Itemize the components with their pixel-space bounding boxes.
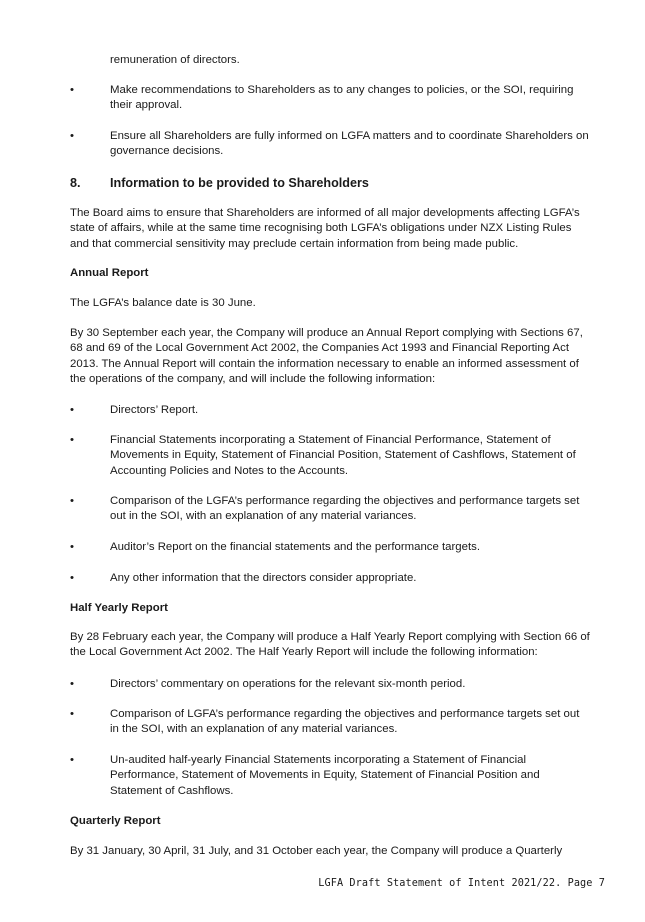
bullet-icon: • (70, 678, 74, 690)
bullet-icon: • (70, 84, 74, 96)
list-item (70, 494, 590, 525)
bullet-icon: • (70, 572, 74, 584)
list-item-text: Make recommendations to Shareholders as to any changes to policies, or the SOI, requiring their approval. (110, 84, 574, 112)
list-item-text: Directors’ commentary on operations for the relevant six-month period. (110, 678, 466, 690)
bullet-icon: • (70, 495, 74, 507)
balance-date-text: The LGFA’s balance date is 30 June. (70, 297, 256, 309)
section-number: 8. (70, 176, 81, 190)
list-item (70, 753, 590, 799)
list-item-text: Any other information that the directors consider appropriate. (110, 572, 417, 584)
list-item (70, 129, 590, 160)
list-item (70, 677, 590, 692)
list-item-text: Comparison of the LGFA’s performance regarding the objectives and performance targets set out in the SOI, with an explanation of any material variances. (110, 495, 580, 523)
list-item (70, 83, 590, 114)
bullet-icon: • (70, 541, 74, 553)
list-item-text: Un-audited half-yearly Financial Statements incorporating a Statement of Financial Performance, Statement of Movements in Equity, Statement of Financial Position and Statement of Cashflows. (110, 754, 540, 797)
list-item (70, 571, 590, 586)
list-item-text: Financial Statements incorporating a Statement of Financial Performance, Statement of Movements in Equity, Statement of Financial Position, Statement of Cashflows, Statement of Accounting Policies and Notes to the Accounts. (110, 434, 576, 477)
list-item (70, 433, 590, 479)
bullet-icon: • (70, 404, 74, 416)
quarterly-paragraph: By 31 January, 30 April, 31 July, and 31 October each year, the Company will produce a Quarterly (70, 845, 563, 857)
continuation-text: remuneration of directors. (110, 54, 240, 66)
list-item-text: Ensure all Shareholders are fully informed on LGFA matters and to coordinate Shareholders on governance decisions. (110, 130, 589, 158)
bullet-icon: • (70, 130, 74, 142)
annual-report-paragraph: By 30 September each year, the Company will produce an Annual Report complying with Sections 67, 68 and 69 of the Local Government Act 2002, the Companies Act 1993 and Financial Reporting Act 2013. The Annual Report will contain the information necessary to enable an informed assessment of the operations of the company, and will include the following information: (70, 327, 583, 386)
list-item (70, 707, 590, 738)
section-title: Information to be provided to Shareholders (110, 176, 369, 190)
list-item-text: Directors’ Report. (110, 404, 199, 416)
half-yearly-paragraph: By 28 February each year, the Company will produce a Half Yearly Report complying with Section 66 of the Local Government Act 2002. The Half Yearly Report will include the following information: (70, 631, 590, 659)
annual-report-heading: Annual Report (70, 267, 149, 279)
quarterly-report-heading: Quarterly Report (70, 815, 161, 827)
half-yearly-report-heading: Half Yearly Report (70, 602, 168, 614)
bullet-icon: • (70, 754, 74, 766)
bullet-icon: • (70, 434, 74, 446)
bullet-icon: • (70, 708, 74, 720)
list-item (70, 540, 590, 555)
intro-paragraph: The Board aims to ensure that Shareholders are informed of all major developments affecting LGFA’s state of affairs, while at the same time recognising both LGFA’s obligations under NZX Listing Rules and that commercial sensitivity may preclude certain information from being made public. (70, 207, 580, 250)
section-heading (70, 176, 590, 191)
list-item-text: Comparison of LGFA’s performance regarding the objectives and performance targets set out in the SOI, with an explanation of any material variances. (110, 708, 580, 736)
page-footer: LGFA Draft Statement of Intent 2021/22. Page 7 (318, 878, 605, 889)
list-item-text: Auditor’s Report on the financial statements and the performance targets. (110, 541, 480, 553)
list-item (70, 403, 590, 418)
